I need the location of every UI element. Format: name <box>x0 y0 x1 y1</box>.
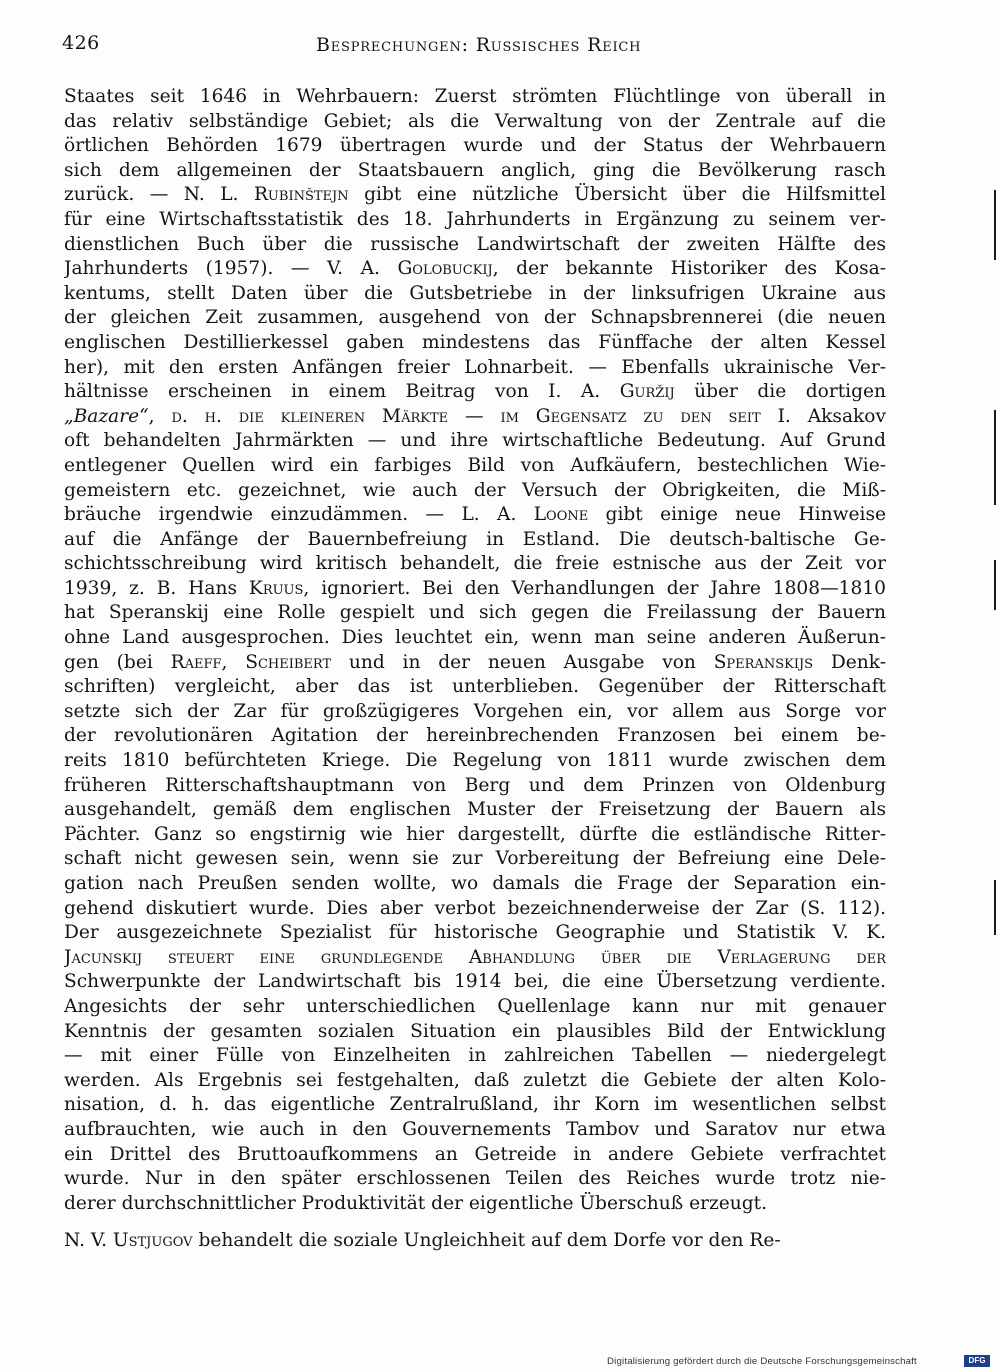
text-segment: schichtsschreibung wird kritisch behandelt, die freie estnische aus der Zeit vor <box>64 553 886 575</box>
text-segment: Aksakov <box>807 405 886 427</box>
text-segment: derer durchschnittlicher Produktivität der eigentliche Überschuß erzeugt. <box>64 1192 768 1214</box>
text-line <box>64 183 886 208</box>
text-segment: Denk- <box>813 651 886 673</box>
text-segment: wurde. Nur in den später erschlossenen Teilen des Reiches wurde trotz nie- <box>64 1168 886 1190</box>
text-line <box>64 306 886 331</box>
text-line <box>64 774 886 799</box>
text-segment: gen (bei <box>64 651 171 673</box>
page-number: 426 <box>62 32 100 54</box>
text-segment: kentums, stellt Daten über die Gutsbetriebe in der linksufrigen Ukraine aus <box>64 282 886 304</box>
text-line <box>64 921 886 946</box>
text-line <box>64 995 886 1020</box>
text-line <box>64 1118 886 1143</box>
text-line <box>64 798 886 823</box>
text-line <box>64 405 886 430</box>
text-line <box>64 331 886 356</box>
text-segment: oft behandelten Jahrmärkten — und ihre wirtschaftliche Bedeutung. Auf Grund <box>64 430 886 452</box>
text-line <box>64 946 886 971</box>
text-line <box>64 552 886 577</box>
running-head: Besprechungen: Russisches Reich <box>316 34 642 56</box>
text-line <box>64 479 886 504</box>
text-segment: der gleichen Zeit zusammen, ausgehend von der Schnapsbrennerei (die neuen <box>64 307 886 329</box>
text-segment: her), mit den ersten Anfängen freier Lohnarbeit. — Ebenfalls ukrainische Ver- <box>64 356 886 378</box>
text-line <box>64 1044 886 1069</box>
text-segment: auf die Anfänge der Bauernbefreiung in Estland. Die deutsch-baltische Ge- <box>64 528 886 550</box>
text-segment: hat Speranskij eine Rolle gespielt und sich gegen die Freilassung der Bauern <box>64 602 886 624</box>
author-name: steuert eine grundlegende Abhandlung über die Verlagerung der <box>142 946 886 968</box>
author-name: , d. h. die kleineren Märkte — im Gegensatz zu den seit I. <box>148 405 808 427</box>
text-line <box>64 675 886 700</box>
text-line <box>64 110 886 135</box>
text-line <box>64 1069 886 1094</box>
text-segment: aufbrauchten, wie auch in den Gouvernements Tambov und Saratov nur etwa <box>64 1118 886 1140</box>
text-line <box>64 872 886 897</box>
text-segment: gehend diskutiert wurde. Dies aber verbot bezeichnenderweise der Zar (S. 112). <box>64 897 886 919</box>
text-segment: , <box>221 651 246 673</box>
text-segment: Staates seit 1646 in Wehrbauern: Zuerst strömten Flüchtlinge von überall in <box>64 86 886 107</box>
text-line <box>64 233 886 258</box>
text-line <box>64 823 886 848</box>
text-segment: ohne Land ausgesprochen. Dies leuchtet ein, wenn man seine anderen Äußerun- <box>64 627 886 649</box>
text-segment: Pächter. Ganz so engstirnig wie hier dargestellt, dürfte die estländische Ritter- <box>64 823 886 845</box>
digitization-credit: Digitalisierung gefördert durch die Deutsche Forschungsgemeinschaft <box>607 1356 917 1367</box>
text-line <box>64 454 886 479</box>
text-line <box>64 724 886 749</box>
text-segment: reits 1810 befürchteten Kriege. Die Regelung von 1811 wurde zwischen dem <box>64 750 886 772</box>
text-line <box>64 1167 886 1192</box>
text-segment: Schwerpunkte der Landwirtschaft bis 1914 bei, die eine Übersetzung verdiente. <box>64 971 886 993</box>
dfg-logo: DFG <box>964 1355 990 1367</box>
author-name: Guržij <box>619 381 675 403</box>
text-line <box>64 380 886 405</box>
text-segment: N. V. <box>64 1230 113 1252</box>
body-text <box>64 85 886 1254</box>
author-name: Golobuckij <box>397 258 493 280</box>
text-line <box>64 897 886 922</box>
author-name: Rubinštejn <box>253 184 349 206</box>
text-segment: für eine Wirtschaftsstatistik des 18. Jahrhunderts in Ergänzung zu seinem ver- <box>64 208 886 230</box>
text-line <box>64 257 886 282</box>
text-line <box>64 700 886 725</box>
text-segment: behandelt die soziale Ungleichheit auf dem Dorfe vor den Re- <box>192 1230 781 1252</box>
text-line <box>64 282 886 307</box>
text-segment: sich dem allgemeinen der Staatsbauern anglich, ging die Bevölkerung rasch <box>64 159 886 181</box>
paragraph <box>64 85 886 1216</box>
scan-edge-mark <box>994 560 996 610</box>
text-segment: früheren Ritterschaftshauptmann von Berg und dem Prinzen von Oldenburg <box>64 774 886 796</box>
text-segment: werden. Als Ergebnis sei festgehalten, daß zuletzt die Gebiete der alten Kolo- <box>64 1069 886 1091</box>
text-line <box>64 1229 886 1254</box>
text-line <box>64 85 886 110</box>
text-line <box>64 1020 886 1045</box>
author-name: Speranskijs <box>713 651 814 673</box>
text-segment: schaft nicht gewesen sein, wenn sie zur Vorbereitung der Befreiung eine Dele- <box>64 848 886 870</box>
text-segment: örtlichen Behörden 1679 übertragen wurde und der Status der Wehrbauern <box>64 135 886 157</box>
scan-edge-mark <box>994 880 996 935</box>
text-segment: schriften) vergleicht, aber das ist unterblieben. Gegenüber der Ritterschaft <box>64 676 886 698</box>
text-line <box>64 528 886 553</box>
text-segment: bräuche irgendwie einzudämmen. — L. A. <box>64 504 534 526</box>
text-line <box>64 1192 886 1217</box>
text-segment: hältnisse erscheinen in einem Beitrag von I. A. <box>64 381 620 403</box>
text-segment: setzte sich der Zar für großzügigeres Vorgehen ein, vor allem aus Sorge vor <box>64 700 886 722</box>
text-segment: Angesichts der sehr unterschiedlichen Quellenlage kann nur mit genauer <box>64 995 886 1017</box>
text-segment: über die dortigen <box>674 381 886 403</box>
text-line <box>64 847 886 872</box>
text-segment: der revolutionären Agitation der hereinbrechenden Franzosen bei einem be- <box>64 725 886 747</box>
text-line <box>64 651 886 676</box>
text-segment: entlegener Quellen wird ein farbiges Bild von Aufkäufern, bestechlichen Wie- <box>64 454 886 476</box>
text-line <box>64 159 886 184</box>
scan-edge-mark <box>994 190 996 260</box>
text-segment: — mit einer Fülle von Einzelheiten in zahlreichen Tabellen — niedergelegt <box>64 1045 886 1067</box>
text-line <box>64 1093 886 1118</box>
text-segment: englischen Destillierkessel gaben mindestens das Fünffache der alten Kessel <box>64 331 886 353</box>
text-segment: Der ausgezeichnete Spezialist für historische Geographie und Statistik V. K. <box>64 922 886 944</box>
paragraph <box>64 1229 886 1254</box>
text-segment: dienstlichen Buch über die russische Landwirtschaft der zweiten Hälfte des <box>64 233 886 255</box>
text-segment: , der bekannte Historiker des Kosa- <box>492 258 886 280</box>
text-segment: gemeistern etc. gezeichnet, wie auch der Versuch der Obrigkeiten, die Miß- <box>64 479 886 501</box>
text-line <box>64 208 886 233</box>
text-segment: ein Drittel des Bruttoaufkommens an Getreide in andere Gebiete verfrachtet <box>64 1143 886 1165</box>
text-segment: nisation, d. h. das eigentliche Zentralrußland, ihr Korn im wesentlichen selbst <box>64 1094 886 1116</box>
author-name: Jacunskij <box>64 946 143 968</box>
text-line <box>64 429 886 454</box>
text-segment: und in der neuen Ausgabe von <box>331 651 714 673</box>
text-segment: zurück. — N. L. <box>64 184 254 206</box>
author-name: Loone <box>533 504 589 526</box>
text-line <box>64 356 886 381</box>
author-name: Ustjugov <box>112 1230 193 1252</box>
text-line <box>64 626 886 651</box>
text-segment: ausgehandelt, gemäß dem englischen Muster der Freisetzung der Bauern als <box>64 799 886 821</box>
text-segment: gibt eine nützliche Übersicht über die Hilfsmittel <box>348 184 886 206</box>
author-name: Kruus <box>248 577 304 599</box>
text-segment: 1939, z. B. Hans <box>64 577 249 599</box>
text-line <box>64 577 886 602</box>
italic-term: „Bazare“ <box>64 405 149 427</box>
text-line <box>64 970 886 995</box>
text-line <box>64 601 886 626</box>
text-segment: , ignoriert. Bei den Verhandlungen der Jahre 1808—1810 <box>303 577 886 599</box>
paragraph-gap <box>64 1216 886 1229</box>
text-segment: gibt einige neue Hinweise <box>588 504 886 526</box>
text-segment: gation nach Preußen senden wollte, wo damals die Frage der Separation ein- <box>64 873 886 894</box>
text-line <box>64 749 886 774</box>
page-header <box>0 0 1000 70</box>
author-name: Raeff <box>170 651 222 673</box>
text-line <box>64 134 886 159</box>
text-line <box>64 503 886 528</box>
text-segment: Kenntnis der gesamten sozialen Situation ein plausibles Bild der Entwicklung <box>64 1020 886 1042</box>
author-name: Scheibert <box>245 651 332 673</box>
scan-edge-mark <box>994 410 996 505</box>
text-line <box>64 1143 886 1168</box>
text-segment: Jahrhunderts (1957). — V. A. <box>64 258 398 280</box>
text-segment: das relativ selbständige Gebiet; als die Verwaltung von der Zentrale auf die <box>64 110 886 132</box>
